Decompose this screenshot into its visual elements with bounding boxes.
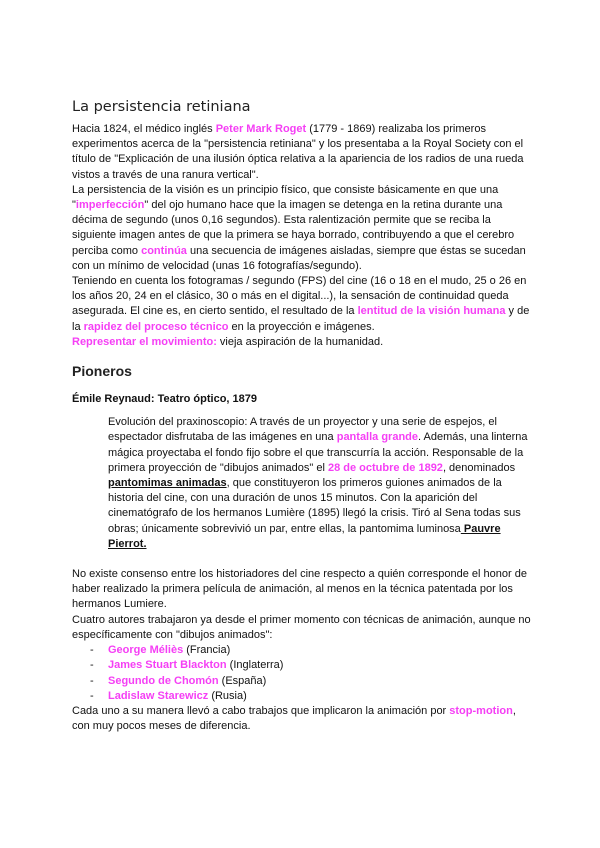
text: una secuencia de imágenes aisladas, siempre que éstas se sucedan con un mínimo de velocidad (unas 16 fotografías/segundo).: [72, 244, 526, 272]
highlight-pantalla: pantalla grande: [336, 431, 419, 444]
text: y de la: [72, 305, 530, 333]
section-title-persistencia: La persistencia retiniana: [72, 99, 251, 115]
subhead-reynaud: Émile Reynaud: Teatro óptico, 1879: [72, 393, 258, 406]
highlight-stop-motion: stop-motion: [449, 704, 513, 717]
highlight-roget: Peter Mark Roget: [215, 123, 307, 135]
highlight-continua: continúa: [141, 244, 187, 257]
highlight-representar: Representar el movimiento:: [72, 335, 217, 348]
text: (1779 - 1869) realizaba los primeros experimentos acerca de la "persistencia retiniana" y los presentaba a la Royal Society con el título de "Explicación de una ilusión óptica relativa a la apariencia de los radios de una rueda vistos a través de una ranura vertical".: [72, 123, 524, 181]
author-name: George Méliès: [108, 644, 184, 657]
text: Teniendo en cuenta los fotogramas / segundo (FPS) del cine (16 o 18 en el mudo, 25 o 26 en los años 20, 24 en el clásico, 30 o más en el digital...), la sensación de continuidad queda asegurada. El cine es, en cierto sentido, el resultado de la: [72, 275, 527, 318]
highlight-imperfeccion: imperfección: [75, 199, 145, 212]
highlight-fecha: 28 de octubre de 1892: [327, 461, 443, 474]
text: , que constituyeron los primeros guiones animados de la historia del cine, con una duración de unos 15 minutos. Con la aparición del cinematógrafo de los hermanos Lumière (1895) llegó la crisis. Tiró al Sena todas sus obras; únicamente sobrevivió un par, entre ellas, la pantomima luminosa: [108, 477, 521, 535]
pauvre-pierrot: Pauvre Pierrot.: [108, 522, 501, 550]
paragraph-praxinoscopio: [108, 415, 532, 552]
text: , denominados: [442, 461, 516, 474]
pantomimas-animadas: pantomimas animadas: [108, 477, 227, 490]
text: " del ojo humano hace que la imagen se detenga en la retina durante una décima de segundo (unos 0,16 segundos). Esta ralentización permite que se reciba la siguiente imagen antes de que la primera se haya borrado, contribuyendo a que el cerebro perciba como: [72, 199, 515, 257]
author-name: Segundo de Chomón: [108, 674, 219, 687]
text: Cada uno a su manera llevó a cabo trabajos que implicaron la animación por: [72, 704, 450, 717]
text: Evolución del praxinoscopio: A través de un proyector y una serie de espejos, el espectador disfrutaba de las imágenes en una: [108, 416, 497, 444]
document-content: [72, 96, 532, 734]
paragraph-stop-motion: [72, 704, 532, 734]
author-name: James Stuart Blackton: [108, 659, 227, 672]
author-country: (Inglaterra): [226, 659, 284, 672]
list-item: [90, 658, 532, 673]
text: La persistencia de la visión es un principio físico, que consiste básicamente en que una ": [72, 183, 499, 212]
paragraph-consenso: No existe consenso entre los historiadores del cine respecto a quién corresponde el honor de haber realizado la primera película de animación, al menos en la técnica patentada por los hermanos Lumiere.: [72, 568, 527, 611]
paragraph-persistencia: [72, 183, 532, 274]
spacer: [72, 552, 532, 567]
list-item: [90, 674, 532, 689]
highlight-lentitud: lentitud de la visión humana: [357, 305, 506, 318]
author-name: Ladislaw Starewicz: [108, 689, 209, 702]
section-title-pioneros: Pioneros: [72, 363, 132, 380]
list-item: [90, 643, 532, 658]
authors-list: [72, 643, 532, 704]
paragraph-autores: Cuatro autores trabajaron ya desde el primer momento con técnicas de animación, aunque no específicamente con "dibujos animados":: [72, 613, 531, 641]
text: . Además, una linterna mágica proyectaba el fondo fijo sobre el que transcurría la acción. Responsable de la primera proyección de "dibujos animados" el: [108, 431, 528, 474]
highlight-rapidez: rapidez del proceso técnico: [83, 320, 229, 333]
paragraph-representar: [72, 335, 532, 350]
text: vieja aspiración de la humanidad.: [216, 335, 384, 348]
author-country: (España): [218, 674, 267, 687]
author-country: (Rusia): [208, 689, 247, 702]
paragraph-fps: [72, 274, 532, 335]
text: Hacia 1824, el médico inglés: [72, 123, 216, 135]
author-country: (Francia): [183, 644, 231, 657]
list-item: [90, 689, 532, 704]
text: en la proyección e imágenes.: [228, 320, 375, 333]
text: , con muy pocos meses de diferencia.: [72, 704, 516, 733]
paragraph-roget: [72, 122, 532, 183]
